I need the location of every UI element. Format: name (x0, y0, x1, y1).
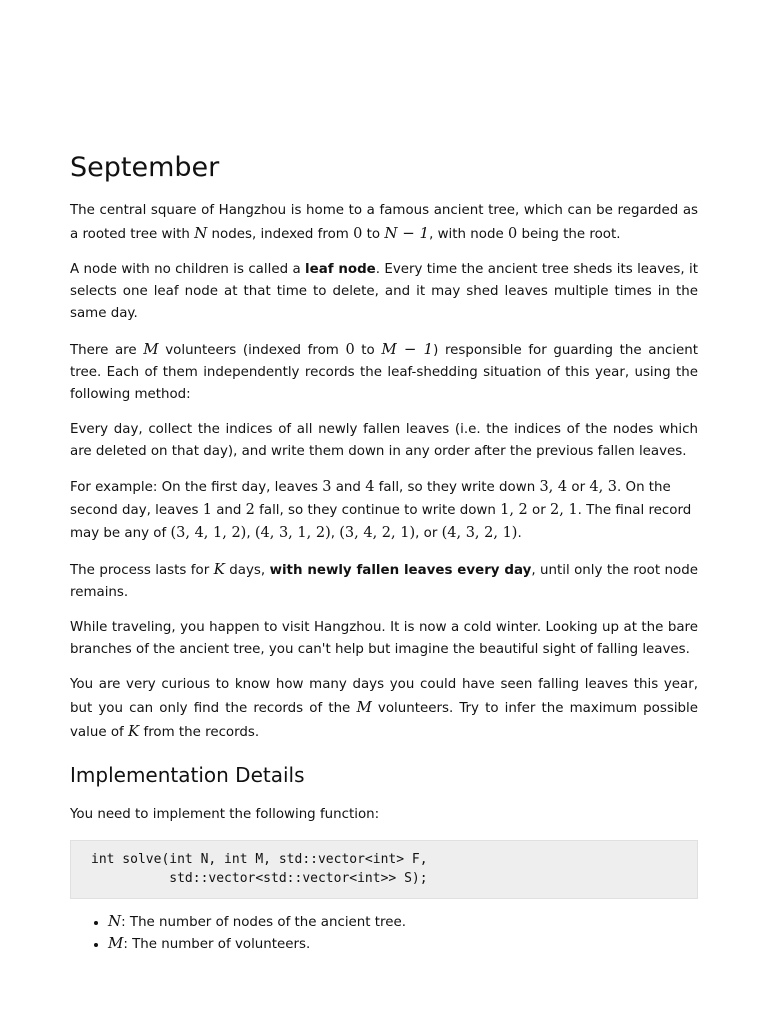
text: . The final record may be any of (70, 503, 692, 541)
text: to (354, 343, 382, 358)
paragraph-leaf-node (70, 259, 698, 325)
bold-term-leaf-node: leaf node (305, 262, 376, 277)
math: (3, 4, 2, 1) (339, 525, 416, 541)
text: . On the second day, leaves (70, 480, 671, 518)
math-m: M (356, 698, 372, 716)
text: There are (70, 343, 144, 358)
paragraph-recording-method: Every day, collect the indices of all newly fallen leaves (i.e. the indices of the nodes which are deleted on that day), and write them down in any order after the previous fallen leaves. (70, 422, 698, 459)
text: or (567, 480, 590, 495)
text: The central square of Hangzhou is home to a famous ancient tree, which can be regarded as a rooted tree with (70, 203, 698, 242)
text: A node with no children is called a (70, 262, 306, 277)
math-m-minus-1: M − 1 (381, 340, 434, 358)
math: 3 (322, 479, 332, 495)
math: 4, 3 (589, 479, 618, 495)
text: fall, so they continue to write down (254, 503, 501, 518)
code-block-function-signature: int solve(int N, int M, std::vector<int> F, std::vector<std::vector<int>> S); (70, 840, 698, 899)
math: 2, 1 (550, 502, 578, 518)
text: For example: On the first day, leaves (70, 480, 323, 495)
math: (4, 3, 2, 1) (441, 525, 518, 541)
math-k: K (213, 560, 225, 578)
text: from the records. (139, 725, 260, 740)
math: 3, 4 (539, 479, 568, 495)
math-n: N (194, 224, 208, 242)
list-item-param-n (108, 911, 698, 933)
math: 4 (365, 479, 375, 495)
math-m: M (108, 934, 124, 952)
page-title: September (70, 152, 220, 183)
paragraph-volunteers (70, 338, 698, 406)
text: , (246, 526, 255, 541)
text: You are very curious to know how many days you could have seen falling leaves this year, but you can only find the records of the (70, 677, 698, 716)
text: , until only the root node remains. (70, 563, 698, 600)
parameter-list (70, 911, 698, 955)
math: 1, 2 (500, 502, 528, 518)
text: . Every time the ancient tree sheds its leaves, it selects one leaf node at that time to delete, and it may shed leaves multiple times in the same day. (70, 262, 698, 321)
paragraph-story: While traveling, you happen to visit Hangzhou. It is now a cold winter. Looking up at the bare branches of the ancient tree, you can't help but imagine the beautiful sight of falling leaves. (70, 620, 698, 657)
paragraph-duration (70, 558, 698, 604)
paragraph-example (70, 476, 698, 545)
math-m: M (143, 340, 159, 358)
math: 1 (202, 502, 212, 518)
text: days, (224, 563, 270, 578)
paragraph-implement-intro: You need to implement the following function: (70, 807, 380, 822)
text: ) responsible for guarding the ancient tree. Each of them independently records the leaf-shedding situation of this year, using the following method: (70, 343, 698, 402)
math: (3, 4, 1, 2) (170, 525, 247, 541)
text: volunteers. Try to infer the maximum possible value of (70, 701, 699, 740)
text: , with node (429, 227, 508, 242)
text: . (517, 526, 522, 541)
paragraph-task (70, 674, 698, 744)
math-n: N (108, 912, 122, 930)
text: and (331, 480, 366, 495)
text: : The number of nodes of the ancient tree. (121, 915, 406, 930)
paragraph-tree-description (70, 200, 698, 246)
text: fall, so they write down (374, 480, 540, 495)
text: being the root. (517, 227, 621, 242)
math-zero: 0 (345, 342, 355, 358)
text: The process lasts for (70, 563, 214, 578)
math: 2 (245, 502, 255, 518)
list-item-param-m (108, 933, 698, 955)
math: (4, 3, 1, 2) (254, 525, 331, 541)
text: , (330, 526, 340, 541)
text: : The number of volunteers. (123, 937, 311, 952)
bold-term-every-day: with newly fallen leaves every day (269, 563, 532, 578)
text: and (211, 503, 246, 518)
text: , or (415, 526, 442, 541)
text: volunteers (indexed from (158, 343, 346, 358)
math-zero: 0 (507, 226, 518, 242)
math-k: K (128, 722, 140, 740)
section-heading-implementation: Implementation Details (70, 763, 305, 787)
math-n-minus-1: N − 1 (384, 224, 430, 242)
text: to (362, 227, 385, 242)
text: or (527, 503, 550, 518)
math-zero: 0 (353, 226, 363, 242)
text: nodes, indexed from (207, 227, 354, 242)
